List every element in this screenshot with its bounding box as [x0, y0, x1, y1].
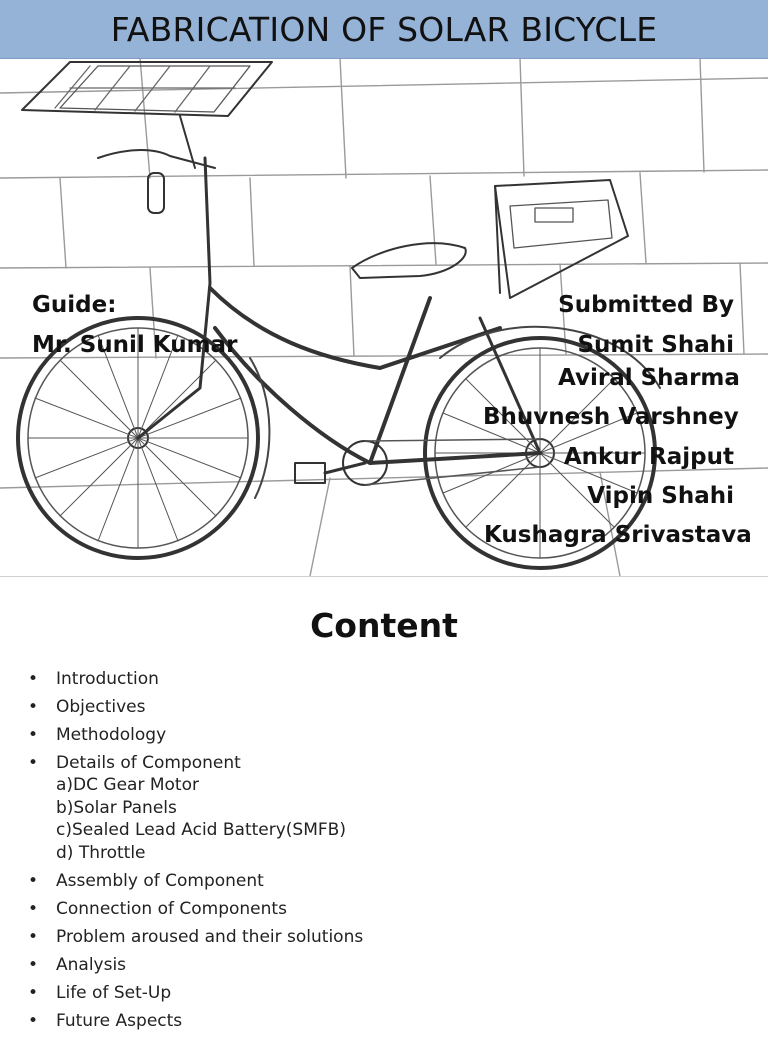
sub-item: c)Sealed Lead Acid Battery(SMFB) — [56, 820, 346, 840]
list-item — [28, 898, 728, 920]
list-item — [28, 1010, 728, 1032]
bullet-icon: • — [28, 955, 39, 975]
bullet-icon: • — [28, 725, 39, 745]
bullet-icon: • — [28, 899, 39, 919]
list-item-label: Methodology — [56, 725, 167, 745]
sub-item: b)Solar Panels — [56, 797, 177, 818]
list-item-label: Analysis — [56, 955, 127, 975]
sub-item: d) Throttle — [56, 842, 146, 863]
bullet-icon: • — [28, 871, 39, 891]
list-item-label: Assembly of Component — [56, 871, 264, 891]
list-item — [28, 696, 728, 718]
list-item — [28, 752, 728, 864]
content-list — [28, 668, 728, 1038]
list-item-label: Future Aspects — [56, 1011, 183, 1031]
bullet-icon: • — [28, 927, 39, 947]
student-name: Bhuvnesh Varshney — [483, 404, 739, 430]
student-name: Sumit Shahi — [577, 332, 734, 358]
list-item — [28, 926, 728, 948]
slide-title: FABRICATION OF SOLAR BICYCLE — [110, 10, 658, 49]
content-heading: Content — [310, 606, 458, 645]
list-item-label: Introduction — [56, 669, 159, 689]
bullet-icon: • — [28, 983, 39, 1003]
student-name: Ankur Rajput — [563, 444, 734, 470]
student-name: Vipin Shahi — [587, 483, 734, 509]
slide-divider — [0, 576, 768, 577]
list-item — [28, 982, 728, 1004]
list-item — [28, 724, 728, 746]
bullet-icon: • — [28, 697, 39, 717]
bullet-icon: • — [28, 753, 39, 773]
sub-item: a)DC Gear Motor — [56, 775, 199, 795]
guide-name: Mr. Sunil Kumar — [32, 332, 238, 358]
list-item-label: Problem aroused and their solutions — [56, 927, 364, 947]
student-name: Kushagra Srivastava — [484, 522, 752, 548]
list-item-label: Connection of Components — [56, 899, 287, 919]
list-item-label: Objectives — [56, 697, 146, 717]
list-item — [28, 668, 728, 690]
bullet-icon: • — [28, 669, 39, 689]
submitted-by-label: Submitted By — [558, 292, 734, 318]
bullet-icon: • — [28, 1011, 39, 1031]
list-item — [28, 870, 728, 892]
guide-label: Guide: — [32, 292, 117, 318]
list-item — [28, 954, 728, 976]
list-item-label: Life of Set-Up — [56, 983, 172, 1003]
student-name: Aviral Sharma — [558, 365, 740, 391]
list-item-label: Details of Component — [56, 753, 241, 773]
